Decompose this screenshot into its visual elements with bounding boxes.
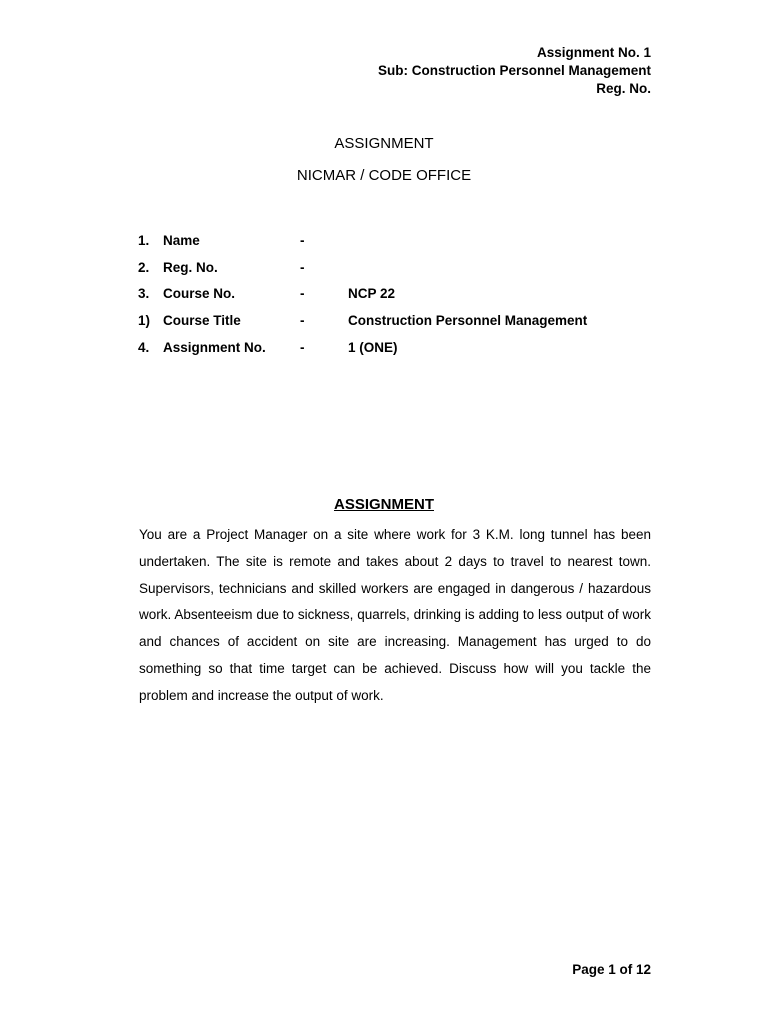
details-list bbox=[138, 227, 587, 360]
row-dash: - bbox=[300, 286, 305, 302]
detail-row-assignment-no bbox=[138, 334, 587, 361]
detail-row-reg-no bbox=[138, 254, 587, 281]
row-value: Construction Personnel Management bbox=[348, 312, 588, 328]
assignment-number: Assignment No. 1 bbox=[536, 45, 651, 60]
row-dash: - bbox=[300, 232, 305, 248]
detail-row-name bbox=[138, 227, 587, 254]
document-header bbox=[378, 44, 651, 98]
row-number: 1) bbox=[138, 312, 151, 328]
row-number: 1. bbox=[138, 232, 150, 248]
detail-row-course-title bbox=[138, 307, 587, 334]
row-label: Course Title bbox=[163, 312, 241, 328]
row-number: 4. bbox=[138, 339, 150, 355]
row-dash: - bbox=[300, 259, 305, 275]
assignment-question: You are a Project Manager on a site where work for 3 K.M. long tunnel has been undertaken. The site is remote and takes about 2 days to travel to nearest town. Supervisors, technicians and skilled workers are engaged in dangerous / hazardous work. Absenteeism due to sickness, quarrels, drinking is adding to less output of work and chances of accident on site are increasing. Management has urged to do something so that time target can be achieved. Discuss how will you tackle the problem and increase the output of work. bbox=[139, 527, 651, 703]
row-value: NCP 22 bbox=[348, 286, 396, 302]
row-value: 1 (ONE) bbox=[348, 339, 398, 355]
row-label: Assignment No. bbox=[163, 339, 266, 355]
row-label: Course No. bbox=[163, 286, 236, 302]
section-heading: ASSIGNMENT bbox=[333, 496, 434, 513]
row-number: 3. bbox=[138, 286, 150, 302]
row-dash: - bbox=[300, 312, 305, 328]
page-number: Page 1 of 12 bbox=[572, 962, 651, 977]
detail-row-course-no bbox=[138, 280, 587, 307]
row-label: Name bbox=[163, 232, 200, 248]
row-number: 2. bbox=[138, 259, 150, 275]
reg-no-line: Reg. No. bbox=[596, 81, 651, 96]
row-dash: - bbox=[300, 339, 305, 355]
row-label: Reg. No. bbox=[163, 259, 218, 275]
document-title: ASSIGNMENT bbox=[334, 135, 434, 152]
subject-line: Sub: Construction Personnel Management bbox=[377, 63, 651, 78]
document-subtitle: NICMAR / CODE OFFICE bbox=[296, 167, 472, 184]
